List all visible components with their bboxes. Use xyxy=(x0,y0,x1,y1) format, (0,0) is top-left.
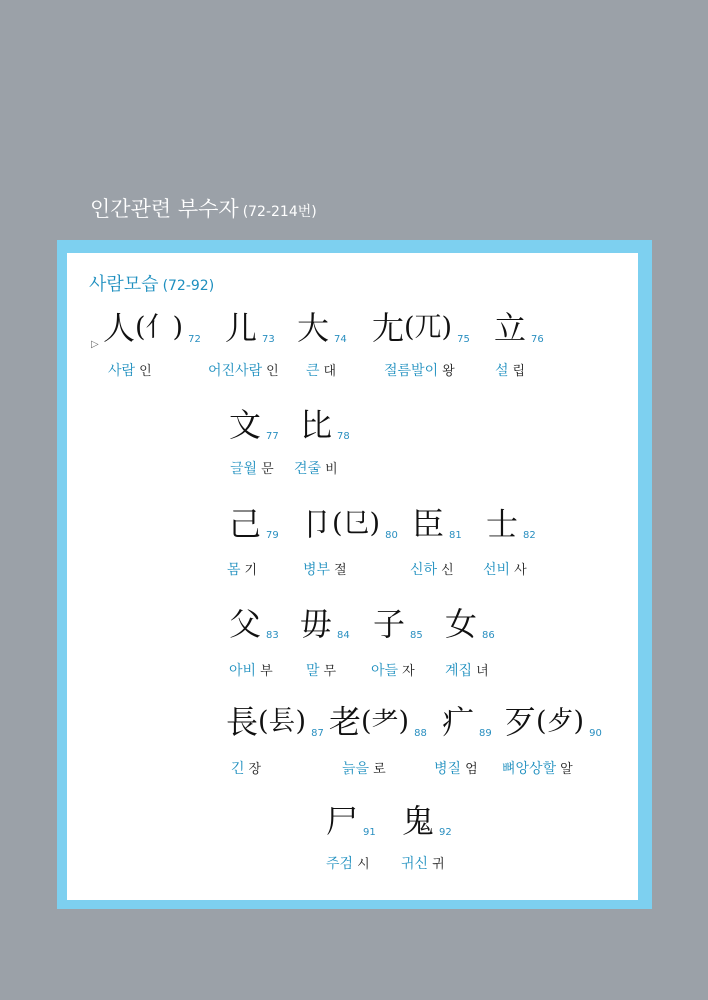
radical-glyph: 老 xyxy=(329,703,362,741)
page-title xyxy=(90,193,317,223)
radical-number: 75 xyxy=(457,334,470,345)
radical-glyph: 父 xyxy=(229,605,262,643)
radical-74 xyxy=(297,308,347,348)
radical-72 xyxy=(103,308,201,348)
radical-meaning-90 xyxy=(502,758,573,778)
radical-number: 80 xyxy=(385,530,398,541)
radical-meaning: 뼈앙상할 xyxy=(502,761,557,777)
radical-sound: 부 xyxy=(260,664,273,679)
radical-77 xyxy=(229,405,279,445)
radical-meaning-74 xyxy=(306,360,336,380)
radical-meaning-79 xyxy=(227,559,257,579)
radical-meaning-77 xyxy=(230,458,274,478)
radical-84 xyxy=(300,604,350,644)
radical-number: 82 xyxy=(523,530,536,541)
radical-sound: 신 xyxy=(441,563,454,578)
radical-number: 72 xyxy=(188,334,201,345)
radical-76 xyxy=(494,308,544,348)
radical-meaning: 어진사람 xyxy=(208,363,263,379)
radical-75 xyxy=(372,308,470,348)
radical-meaning: 견줄 xyxy=(294,461,322,477)
radical-sound: 왕 xyxy=(442,364,455,379)
radical-number: 90 xyxy=(589,728,602,739)
radical-glyph: 臣 xyxy=(412,505,445,543)
radical-glyph: 女 xyxy=(445,605,478,643)
radical-89 xyxy=(442,702,492,742)
radical-sound: 자 xyxy=(402,664,415,679)
radical-glyph: 己 xyxy=(229,505,262,543)
section-frame xyxy=(57,240,652,909)
radical-sound: 비 xyxy=(325,462,338,477)
radical-sound: 기 xyxy=(244,563,258,578)
radical-81 xyxy=(412,504,462,544)
radical-meaning: 큰 xyxy=(306,363,320,379)
section-title xyxy=(89,270,214,296)
radical-sound: 절 xyxy=(334,563,347,578)
radical-sound: 엄 xyxy=(465,762,478,777)
radical-87 xyxy=(226,702,324,742)
radical-90 xyxy=(504,702,602,742)
radical-meaning: 몸 xyxy=(227,562,241,578)
radical-number: 76 xyxy=(531,334,544,345)
radical-sound: 장 xyxy=(248,762,262,777)
radical-number: 88 xyxy=(414,728,427,739)
radical-meaning: 신하 xyxy=(410,562,438,578)
radical-number: 79 xyxy=(266,530,279,541)
radical-glyph: 大 xyxy=(297,309,330,347)
radical-meaning: 선비 xyxy=(483,562,511,578)
radical-meaning: 아들 xyxy=(371,663,399,679)
radical-meaning: 긴 xyxy=(231,761,245,777)
radical-meaning-72 xyxy=(108,360,152,380)
page-title-range: (72-214번) xyxy=(242,204,317,220)
radical-88 xyxy=(329,702,427,742)
radical-glyph: 鬼 xyxy=(402,802,435,840)
radical-number: 77 xyxy=(266,431,279,442)
section-title-text: 사람모습 xyxy=(89,274,159,295)
radical-meaning-78 xyxy=(294,458,338,478)
radical-meaning: 글월 xyxy=(230,461,258,477)
radical-number: 84 xyxy=(337,630,350,641)
radical-meaning: 주검 xyxy=(326,856,354,872)
radical-92 xyxy=(402,801,452,841)
radical-variant: (镸) xyxy=(258,706,307,737)
radical-glyph: 人 xyxy=(103,309,136,347)
radical-number: 74 xyxy=(334,334,347,345)
radical-meaning: 병질 xyxy=(434,761,462,777)
radical-meaning: 귀신 xyxy=(401,856,429,872)
radical-meaning-91 xyxy=(326,853,370,873)
radical-meaning: 설 xyxy=(495,363,509,379)
radical-variant: (亻) xyxy=(135,312,184,343)
radical-meaning-80 xyxy=(303,559,347,579)
section-panel xyxy=(67,253,638,900)
radical-85 xyxy=(373,604,423,644)
radical-glyph: 文 xyxy=(229,406,262,444)
radical-80 xyxy=(300,504,398,544)
radical-meaning-92 xyxy=(401,853,445,873)
play-arrow-icon: ▷ xyxy=(91,339,99,350)
radical-glyph: 士 xyxy=(486,505,519,543)
radical-meaning: 말 xyxy=(306,663,320,679)
radical-variant: (耂) xyxy=(361,706,410,737)
radical-meaning-82 xyxy=(483,559,527,579)
radical-number: 89 xyxy=(479,728,492,739)
radical-meaning-75 xyxy=(384,360,455,380)
radical-sound: 녀 xyxy=(476,664,489,679)
radical-meaning-86 xyxy=(445,660,489,680)
radical-variant: (㔾) xyxy=(332,508,381,539)
radical-glyph: 尢 xyxy=(372,309,405,347)
page-title-text: 인간관련 부수자 xyxy=(90,197,239,221)
radical-meaning-88 xyxy=(342,758,386,778)
radical-73 xyxy=(225,308,275,348)
radical-sound: 무 xyxy=(323,664,337,679)
radical-glyph: 毋 xyxy=(300,605,333,643)
radical-meaning: 절름발이 xyxy=(384,363,439,379)
section-title-range: (72-92) xyxy=(162,278,215,294)
radical-glyph: 疒 xyxy=(442,703,475,741)
radical-78 xyxy=(300,405,350,445)
radical-meaning-83 xyxy=(229,660,273,680)
radical-sound: 문 xyxy=(261,462,274,477)
radical-sound: 시 xyxy=(357,857,370,872)
radical-sound: 알 xyxy=(560,762,573,777)
radical-number: 86 xyxy=(482,630,495,641)
radical-91 xyxy=(326,801,376,841)
radical-variant: (兀) xyxy=(404,312,453,343)
radical-number: 91 xyxy=(363,827,376,838)
radical-meaning: 병부 xyxy=(303,562,331,578)
radical-sound: 로 xyxy=(373,762,386,777)
radical-82 xyxy=(486,504,536,544)
radical-glyph: 長 xyxy=(226,703,259,741)
radical-glyph: 子 xyxy=(373,605,406,643)
radical-sound: 귀 xyxy=(432,857,445,872)
radical-sound: 인 xyxy=(266,364,279,379)
radical-glyph: 立 xyxy=(494,309,527,347)
radical-sound: 립 xyxy=(512,364,526,379)
radical-meaning-73 xyxy=(208,360,279,380)
radical-glyph: 尸 xyxy=(326,802,359,840)
radical-number: 92 xyxy=(439,827,452,838)
radical-meaning-85 xyxy=(371,660,415,680)
radical-79 xyxy=(229,504,279,544)
radical-glyph: 卩 xyxy=(300,505,333,543)
radical-86 xyxy=(445,604,495,644)
radical-meaning-76 xyxy=(495,360,525,380)
radical-glyph: 儿 xyxy=(225,309,258,347)
radical-meaning-87 xyxy=(231,758,261,778)
radical-meaning: 늙을 xyxy=(342,761,370,777)
radical-number: 85 xyxy=(410,630,423,641)
radical-number: 87 xyxy=(311,728,324,739)
radical-meaning-89 xyxy=(434,758,478,778)
radical-number: 73 xyxy=(262,334,275,345)
radical-glyph: 比 xyxy=(300,406,333,444)
radical-number: 78 xyxy=(337,431,350,442)
radical-glyph: 歹 xyxy=(504,703,537,741)
radical-number: 83 xyxy=(266,630,279,641)
radical-meaning: 계집 xyxy=(445,663,473,679)
radical-meaning-81 xyxy=(410,559,454,579)
radical-variant: (歺) xyxy=(536,706,585,737)
radical-number: 81 xyxy=(449,530,462,541)
radical-meaning: 아비 xyxy=(229,663,257,679)
radical-sound: 사 xyxy=(514,563,527,578)
radical-sound: 인 xyxy=(139,364,152,379)
radical-83 xyxy=(229,604,279,644)
radical-meaning-84 xyxy=(306,660,336,680)
radical-meaning: 사람 xyxy=(108,363,136,379)
radical-sound: 대 xyxy=(323,364,337,379)
